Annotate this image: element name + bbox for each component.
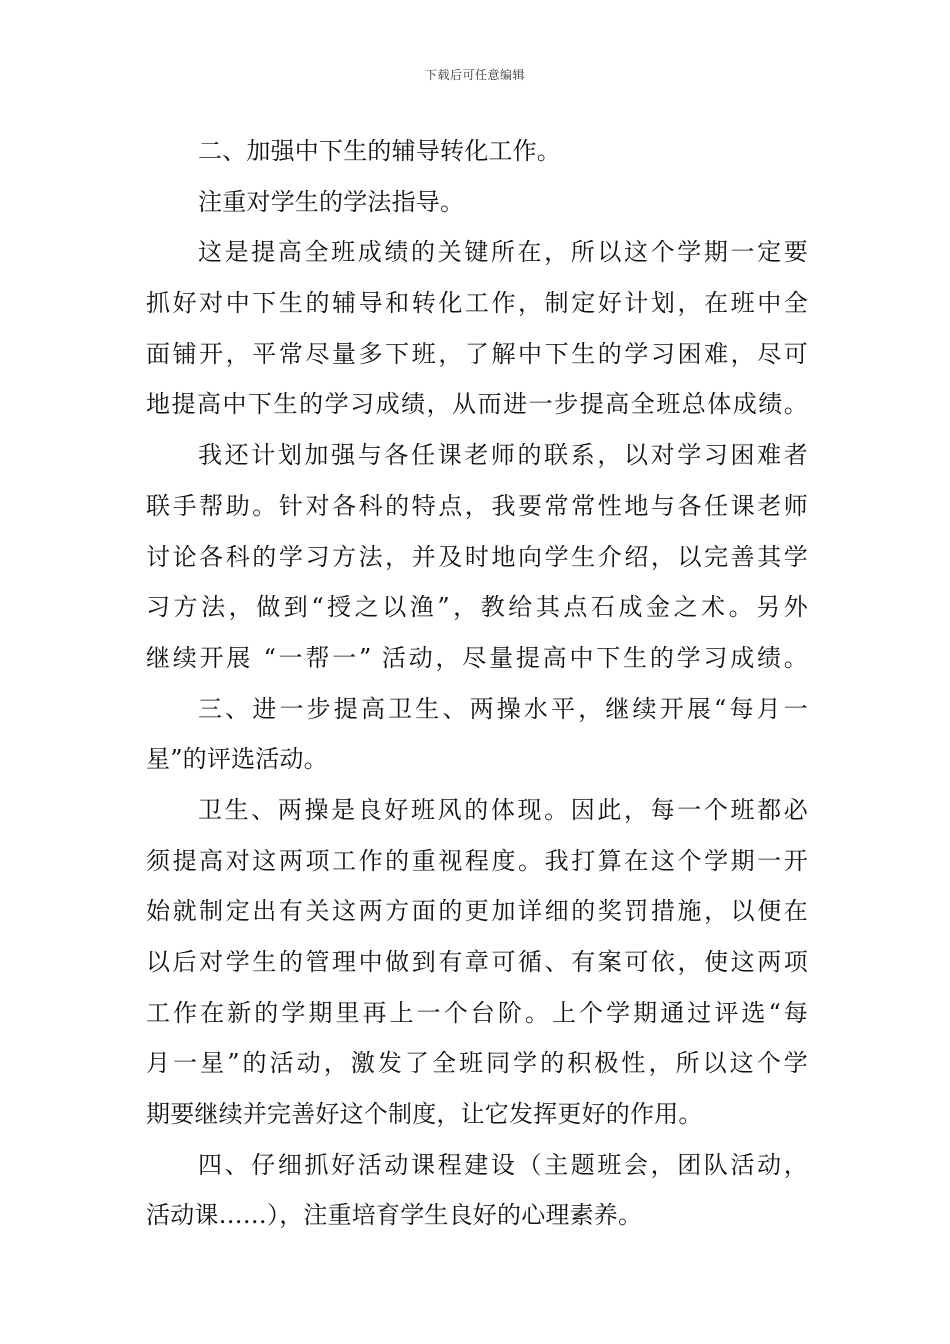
document-body (146, 126, 808, 1241)
paragraph-line: 抓好对中下生的辅导和转化工作，制定好计划，在班中全 (146, 289, 808, 318)
section-heading-3-cont: 星”的评选活动。 (146, 745, 328, 774)
paragraph-line: 须提高对这两项工作的重视程度。我打算在这个学期一开 (146, 846, 808, 875)
page-header-note: 下载后可任意编辑 (424, 68, 525, 82)
paragraph-line: 我还计划加强与各任课老师的联系，以对学习困难者 (198, 441, 808, 470)
section-heading-4-cont: 活动课……），注重培育学生良好的心理素养。 (146, 1201, 643, 1230)
paragraph-line: 月一星”的活动，激发了全班同学的积极性，所以这个学 (146, 1049, 808, 1078)
paragraph-line: 面铺开，平常尽量多下班，了解中下生的学习困难，尽可 (146, 339, 808, 368)
paragraph-line: 联手帮助。针对各科的特点，我要常常性地与各任课老师 (146, 491, 808, 520)
paragraph-line: 这是提高全班成绩的关键所在，所以这个学期一定要 (198, 238, 808, 267)
paragraph-line: 讨论各科的学习方法，并及时地向学生介绍，以完善其学 (146, 542, 808, 571)
paragraph-line: 期要继续并完善好这个制度，让它发挥更好的作用。 (146, 1100, 703, 1129)
paragraph-line: 继续开展 “一帮一” 活动，尽量提高中下生的学习成绩。 (146, 643, 808, 672)
section-heading-2: 二、加强中下生的辅导转化工作。 (198, 137, 561, 165)
paragraph-line: 工作在新的学期里再上一个台阶。上个学期通过评选“每 (146, 998, 808, 1027)
section-heading-4: 四、仔细抓好活动课程建设（主题班会，团队活动， (198, 1150, 808, 1179)
paragraph-line: 以后对学生的管理中做到有章可循、有案可依，使这两项 (146, 948, 808, 976)
paragraph-line: 卫生、两操是良好班风的体现。因此，每一个班都必 (198, 795, 808, 824)
paragraph-line: 始就制定出有关这两方面的更加详细的奖罚措施，以便在 (146, 897, 808, 926)
section-heading-3: 三、进一步提高卫生、两操水平，继续开展“每月一 (198, 694, 808, 723)
paragraph-line: 习方法，做到“授之以渔”，教给其点石成金之术。另外 (146, 593, 808, 622)
paragraph-line: 地提高中下生的学习成绩，从而进一步提高全班总体成绩。 (146, 390, 808, 419)
subheading-study-method: 注重对学生的学法指导。 (198, 187, 465, 216)
